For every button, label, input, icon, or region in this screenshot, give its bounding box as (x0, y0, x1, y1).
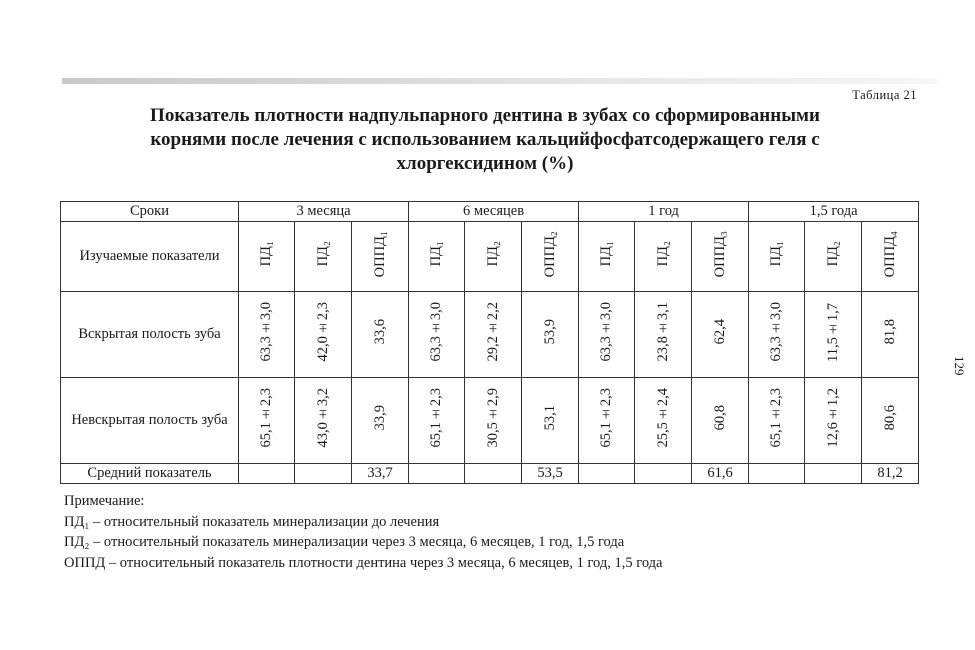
value-cell: 43,0±3,2 (314, 388, 331, 448)
subheader: ОППД₂ (541, 230, 558, 278)
subheader: ПД₁ (768, 241, 785, 267)
average-cell (465, 464, 522, 484)
subheader: ОППД₁ (371, 230, 388, 278)
average-row (61, 464, 919, 484)
title-line: хлоргексидином (%) (396, 153, 574, 174)
page-number: 129 (952, 356, 967, 376)
value-cell: 30,5±2,9 (484, 388, 501, 448)
period-header: 3 месяца (239, 202, 409, 222)
indicator-header-row (61, 222, 919, 292)
value-cell: 63,3±3,0 (598, 302, 615, 362)
indicators-header: Изучаемые показатели (61, 222, 239, 292)
note-line: ПД₁ – относительный показатель минерализации до лечения (64, 513, 440, 530)
note-line: ПД₂ – относительный показатель минерализации через 3 месяца, 6 месяцев, 1 год, 1,5 года (64, 534, 625, 550)
subheader: ПД₂ (654, 241, 671, 267)
value-cell: 65,1±2,3 (428, 388, 445, 448)
average-cell (635, 464, 692, 484)
value-cell: 29,2±2,2 (484, 302, 501, 362)
value-cell: 25,5±2,4 (654, 388, 671, 448)
value-cell: 81,8 (881, 319, 898, 345)
value-cell: 80,6 (881, 405, 898, 431)
average-cell (295, 464, 352, 484)
subheader: ОППД₃ (711, 230, 728, 278)
subheader: ПД₂ (314, 241, 331, 267)
document-title (60, 104, 910, 176)
value-cell: 42,0±2,3 (314, 302, 331, 362)
value-cell: 11,5±1,7 (824, 302, 841, 362)
average-cell (239, 464, 295, 484)
value-cell: 65,1±2,3 (258, 388, 274, 448)
table-label: Таблица 21 (852, 88, 917, 102)
value-cell: 33,9 (371, 405, 388, 431)
average-cell: 81,2 (862, 464, 919, 484)
value-cell: 12,6±1,2 (824, 388, 841, 448)
average-cell (805, 464, 862, 484)
value-cell: 53,9 (541, 319, 558, 345)
data-table (60, 201, 919, 484)
value-cell: 65,1±2,3 (598, 388, 615, 448)
average-cell (579, 464, 635, 484)
row-label: Вскрытая полость зуба (61, 292, 239, 378)
value-cell: 33,6 (371, 319, 388, 345)
average-cell (409, 464, 465, 484)
average-cell: 53,5 (522, 464, 579, 484)
subheader: ПД₂ (484, 241, 501, 267)
subheader: ОППД₄ (881, 230, 898, 278)
notes (64, 491, 662, 573)
row-label: Невскрытая полость зуба (61, 378, 239, 464)
note-line: ОППД – относительный показатель плотности дентина через 3 месяца, 6 месяцев, 1 год, 1,5 года (64, 554, 663, 571)
average-cell (749, 464, 805, 484)
average-cell: 61,6 (692, 464, 749, 484)
subheader: ПД₁ (428, 241, 445, 267)
table-row (61, 292, 919, 378)
value-cell: 63,3±3,0 (258, 302, 274, 362)
value-cell: 63,3±3,0 (768, 302, 785, 362)
subheader: ПД₂ (824, 241, 841, 267)
average-label: Средний показатель (61, 464, 239, 484)
value-cell: 63,3±3,0 (428, 302, 445, 362)
period-header: 1,5 года (749, 202, 919, 222)
title-line: корнями после лечения с использованием кальцийфосфатсодержащего геля с (150, 129, 820, 150)
average-cell: 33,7 (352, 464, 409, 484)
table-row (61, 378, 919, 464)
period-header: 6 месяцев (409, 202, 579, 222)
title-line: Показатель плотности надпульпарного дентина в зубах со сформированными (150, 105, 820, 126)
value-cell: 23,8±3,1 (654, 302, 671, 362)
terms-header: Сроки (61, 202, 239, 222)
scan-shadow-bar (62, 78, 937, 84)
subheader: ПД₁ (598, 241, 615, 267)
notes-heading: Примечание: (64, 493, 145, 509)
value-cell: 53,1 (541, 405, 558, 431)
subheader: ПД₁ (258, 241, 274, 267)
value-cell: 62,4 (711, 319, 728, 345)
value-cell: 60,8 (711, 405, 728, 431)
period-header: 1 год (579, 202, 749, 222)
value-cell: 65,1±2,3 (768, 388, 785, 448)
period-header-row (61, 202, 919, 222)
